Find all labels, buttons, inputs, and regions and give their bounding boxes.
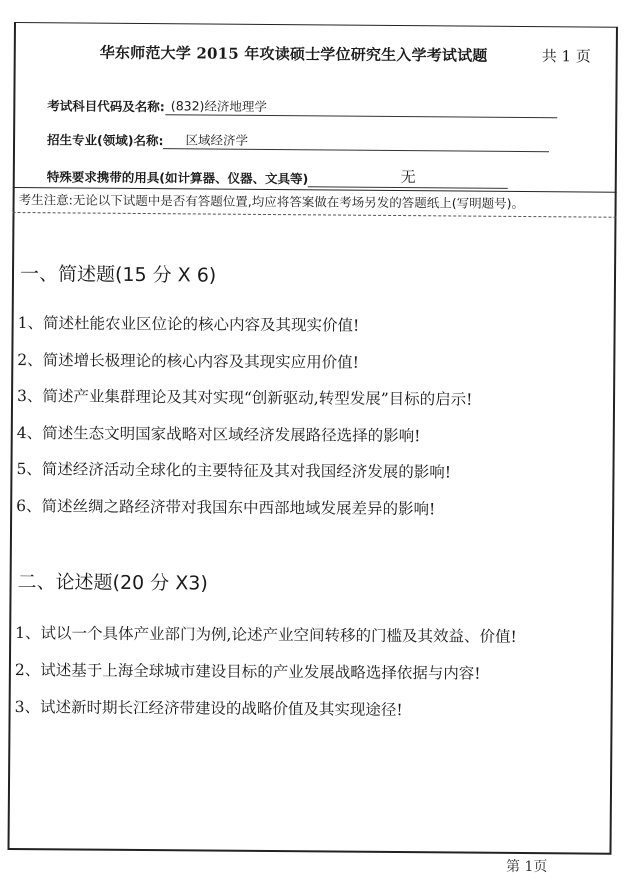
question-item: 3、试述新时期长江经济带建设的战略价值及其实现途径! xyxy=(14,698,403,720)
tools-value: 无 xyxy=(308,165,508,189)
exam-sheet xyxy=(7,22,617,855)
page-number: 第 1页 xyxy=(506,859,548,875)
subject-value: (832)经济地理学 xyxy=(165,96,557,118)
question-item: 5、简述经济活动全球化的主要特征及其对我国经济发展的影响! xyxy=(16,460,452,482)
short-answer-questions xyxy=(16,313,473,536)
tools-field xyxy=(47,163,509,189)
question-item: 1、试以一个具体产业部门为例,论述产业空间转移的门槛及其效益、价值! xyxy=(15,624,517,646)
major-value: 区域经济学 xyxy=(163,130,549,152)
question-item: 4、简述生态文明国家战略对区域经济发展路径选择的影响! xyxy=(16,423,421,445)
question-item: 1、简述杜能农业区位论的核心内容及其现实价值! xyxy=(17,314,360,335)
major-field xyxy=(47,129,550,152)
question-item: 3、简述产业集群理论及其对实现“创新驱动,转型发展”目标的启示! xyxy=(16,387,473,409)
section-title-short-answer: 一、简述题(15 分 X 6) xyxy=(19,263,217,287)
question-item: 6、简述丝绸之路经济带对我国东中西部地域发展差异的影响! xyxy=(16,496,436,518)
subject-field xyxy=(47,95,557,118)
question-item: 2、试述基于上海全球城市建设目标的产业发展战略选择依据与内容! xyxy=(14,661,481,683)
candidate-notice: 考生注意:无论以下试题中是否有答题位置,均应将答案做在考场另发的答题纸上(写明题号)。 xyxy=(12,187,616,218)
essay-questions xyxy=(14,623,516,738)
total-pages: 共 1 页 xyxy=(541,47,591,66)
exam-title: 华东师范大学 2015 年攻读硕士学位研究生入学考试试题 xyxy=(99,43,488,65)
section-title-essay: 二、论述题(20 分 X3) xyxy=(17,571,208,595)
question-item: 2、简述增长极理论的核心内容及其现实应用价值! xyxy=(17,350,360,372)
tools-label: 特殊要求携带的用具(如计算器、仪器、文具等) xyxy=(46,169,309,187)
major-label: 招生专业(领域)名称: xyxy=(47,132,164,149)
subject-label: 考试科目代码及名称: xyxy=(47,98,165,115)
